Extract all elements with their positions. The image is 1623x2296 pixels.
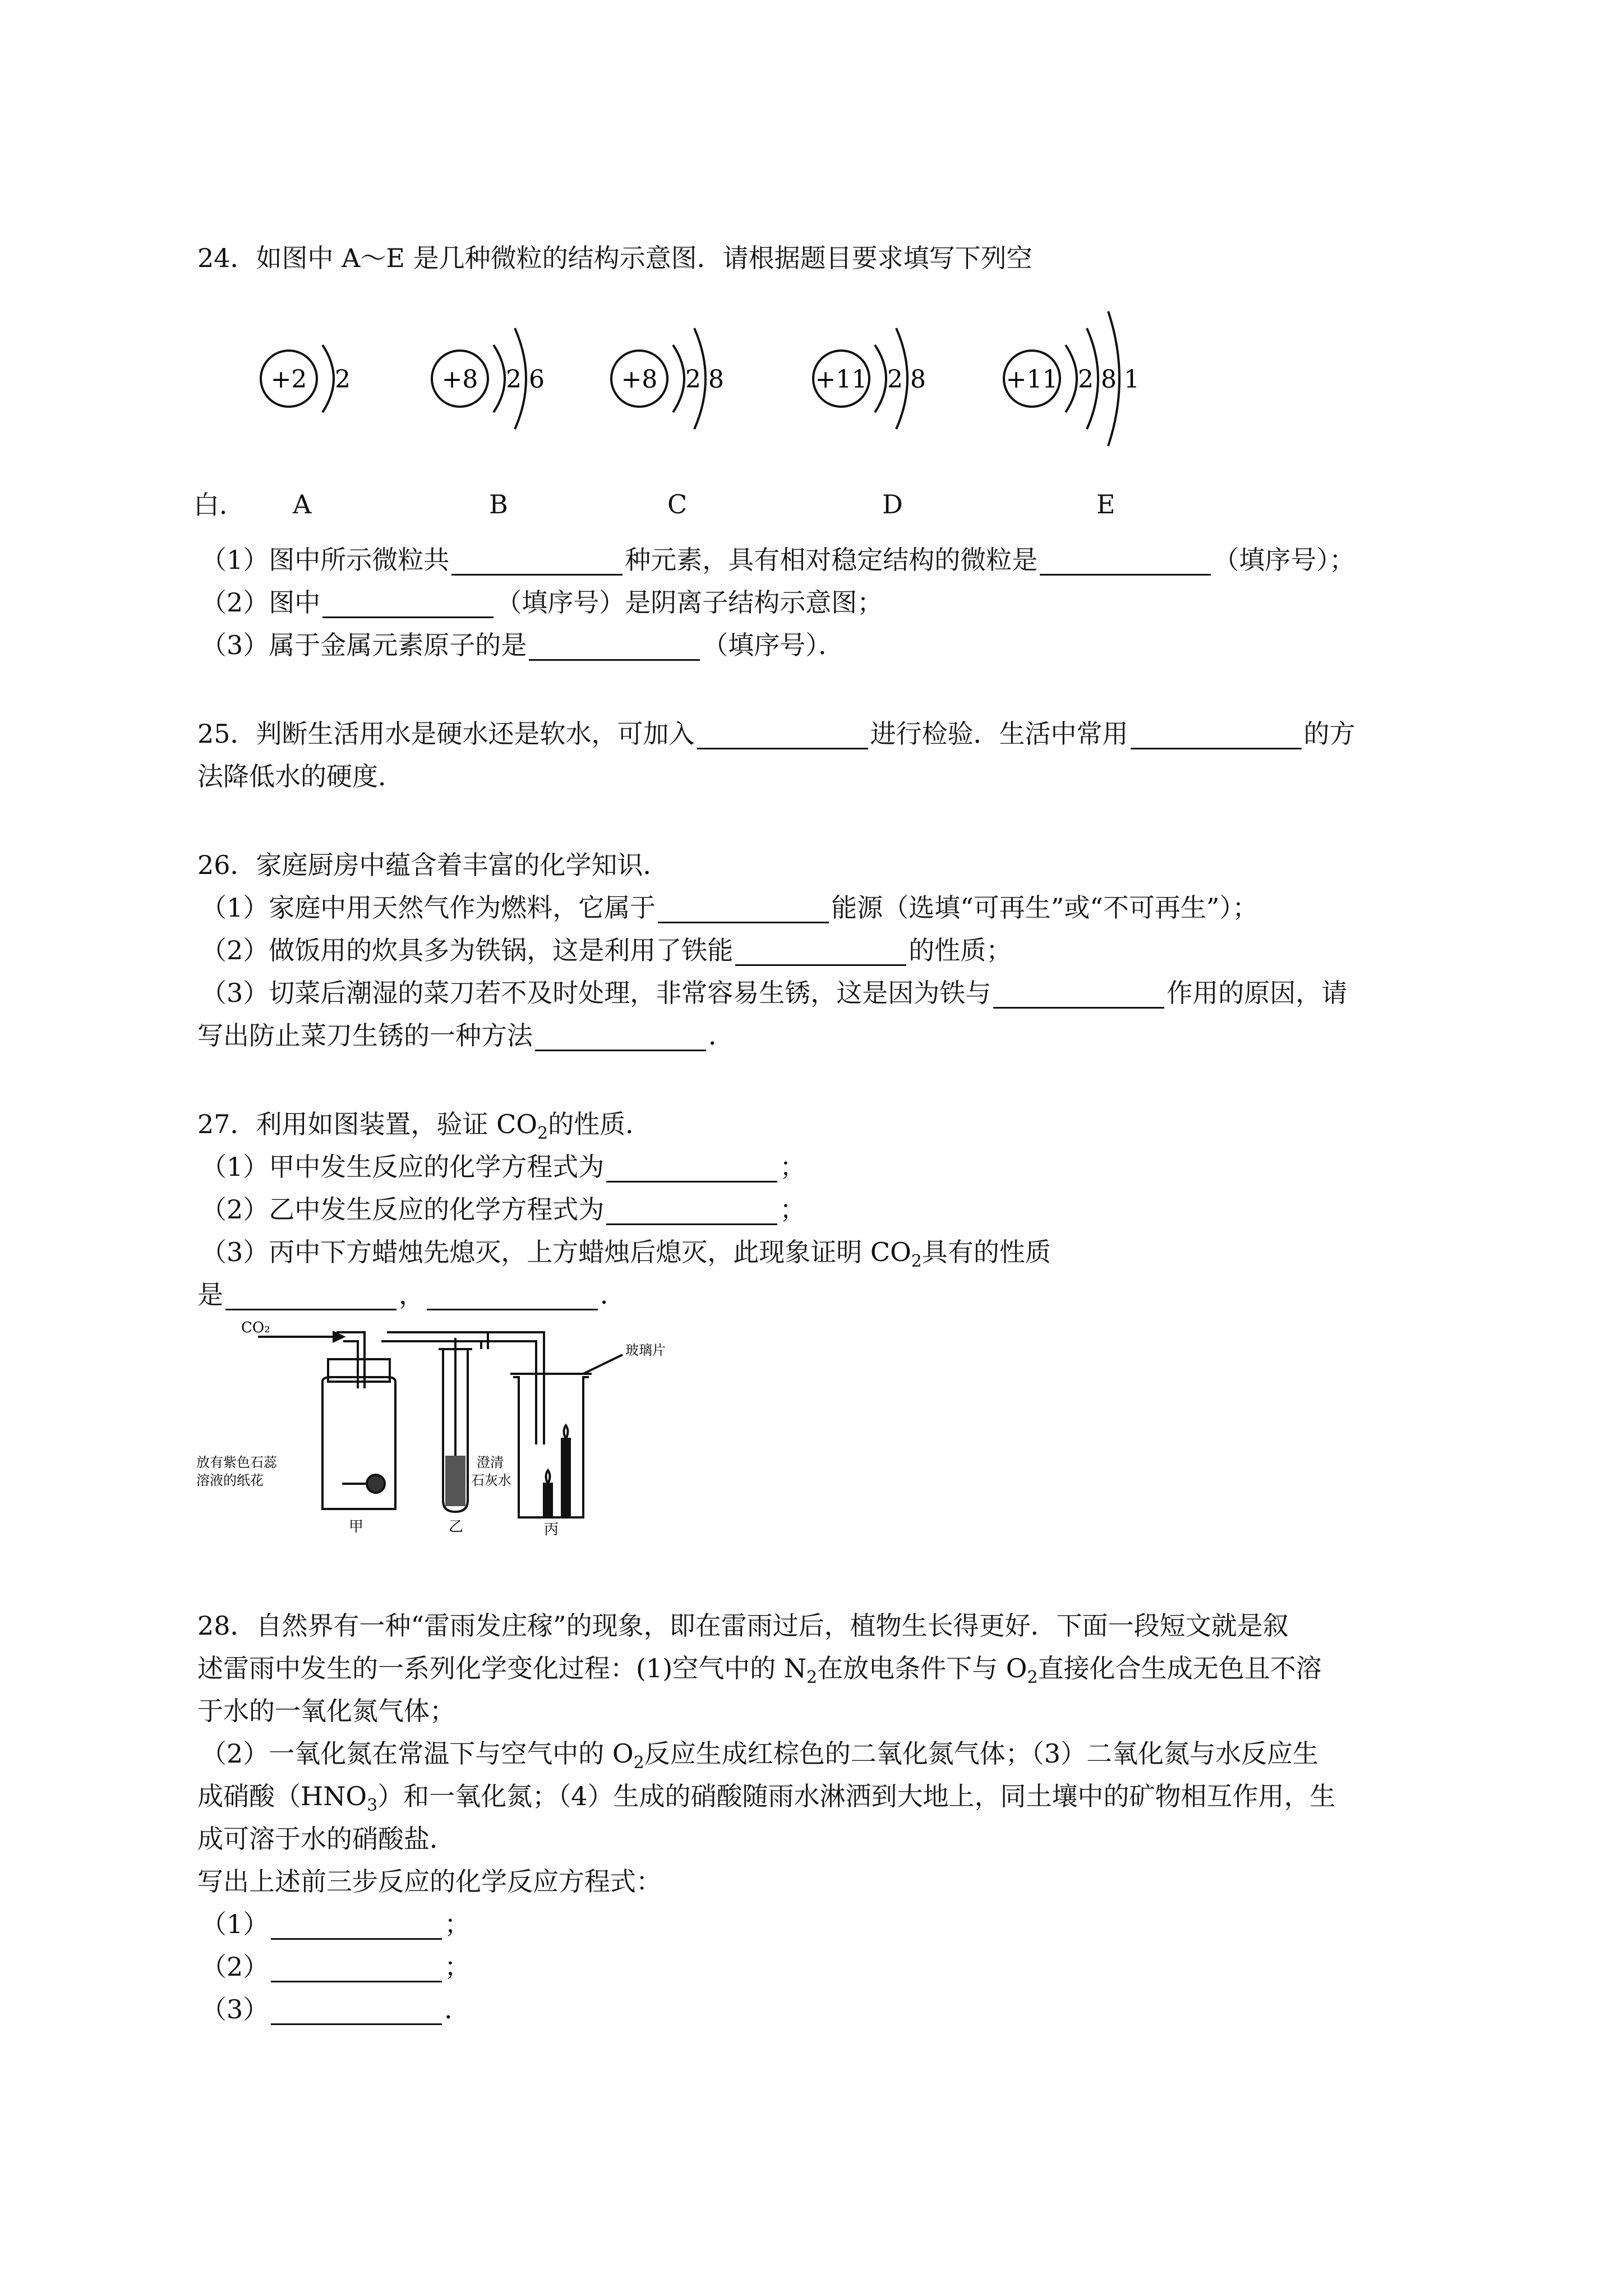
electron-shell-arc bbox=[1066, 345, 1077, 412]
answer-blank[interactable] bbox=[271, 1913, 442, 1940]
q27-s2: （2）乙中发生反应的化学方程式为 ； bbox=[201, 1194, 806, 1225]
q28-line3: 于水的一氧化氮气体； bbox=[197, 1696, 455, 1726]
electron-count: 8 bbox=[1101, 365, 1117, 394]
q28-line1: 28．自然界有一种“雷雨发庄稼”的现象，即在雷雨过后，植物生长得更好．下面一段短文就是叙 bbox=[197, 1611, 1289, 1641]
answer-blank[interactable] bbox=[658, 897, 829, 923]
atom-diagram-c bbox=[611, 328, 724, 429]
q27-s1: （1）甲中发生反应的化学方程式为 ； bbox=[201, 1152, 806, 1182]
q28-answer-2: （2） ； bbox=[201, 1952, 471, 1982]
atom-label-a: A bbox=[293, 489, 312, 519]
electron-shell-arc bbox=[875, 345, 886, 412]
q28-answer-1: （1） ； bbox=[201, 1909, 471, 1939]
fig-paper-label-2: 溶液的纸花 bbox=[196, 1473, 264, 1488]
answer-blank[interactable] bbox=[451, 549, 623, 576]
nucleus-charge: +2 bbox=[270, 365, 307, 394]
q28-line5: 成硝酸$(HNO_3)$和一氧化氮；（4）生成的硝酸随雨水淋洒到大地上，同土壤中的矿物相互作用，生 bbox=[197, 1781, 1336, 1816]
electron-shell-arc bbox=[673, 345, 684, 412]
electron-count: 2 bbox=[685, 365, 701, 394]
q24-title: 24．如图中 A～E 是几种微粒的结构示意图．请根据题目要求填写下列空 bbox=[197, 243, 1032, 273]
answer-blank[interactable] bbox=[1131, 723, 1302, 749]
q28-line6: 成可溶于水的硝酸盐． bbox=[197, 1824, 455, 1854]
q26-s1: （1）家庭中用天然气作为燃料，它属于 能源（选填“可再生”或“不可再生”）； bbox=[201, 892, 1258, 923]
q28-answer-3: （3） ． bbox=[201, 1994, 471, 2024]
nucleus-charge: +11 bbox=[1006, 365, 1058, 394]
atom-structure-diagrams bbox=[236, 280, 1189, 466]
q28-line4: （2）一氧化氮在常温下与空气中的 $O_2$反应生成红棕色的二氧化氮气体；（3）二氧化氮与水反应生 bbox=[201, 1738, 1318, 1773]
answer-blank[interactable] bbox=[993, 982, 1164, 1009]
answer-blank[interactable] bbox=[606, 1156, 777, 1182]
fig-co2-label: CO₂ bbox=[241, 1319, 270, 1336]
q25-line2: 法降低水的硬度． bbox=[197, 761, 404, 792]
electron-count: 8 bbox=[910, 365, 926, 394]
q26-s3: （3）切菜后潮湿的菜刀若不及时处理，非常容易生锈，这是因为铁与 作用的原因，请 bbox=[201, 978, 1348, 1008]
answer-blank[interactable] bbox=[427, 1284, 598, 1310]
q24-s3: （3）属于金属元素原子的是 （填序号）． bbox=[201, 630, 845, 660]
electron-count: 2 bbox=[1078, 365, 1094, 394]
atom-diagram-a bbox=[261, 345, 351, 412]
nucleus-charge: +11 bbox=[815, 365, 868, 394]
electron-count: 2 bbox=[335, 365, 351, 394]
atom-diagram-e bbox=[1004, 311, 1140, 446]
q26-s2: （2）做饭用的炊具多为铁锅，这是利用了铁能 的性质； bbox=[201, 935, 1012, 965]
fig-bing-label: 丙 bbox=[544, 1521, 559, 1538]
q25-line1: 25．判断生活用水是硬水还是软水，可加入 进行检验．生活中常用 的方 bbox=[197, 719, 1355, 749]
atom-label-d: D bbox=[882, 489, 903, 519]
electron-count: 1 bbox=[1124, 365, 1140, 394]
electron-count: 8 bbox=[708, 365, 724, 394]
electron-count: 2 bbox=[506, 365, 522, 394]
nucleus-charge: +8 bbox=[441, 365, 478, 394]
atom-diagram-b bbox=[432, 328, 545, 429]
q24-s2: （2）图中 （填序号）是阴离子结构示意图； bbox=[201, 587, 883, 618]
atom-label-c: C bbox=[667, 489, 688, 519]
electron-shell-arc bbox=[494, 345, 505, 412]
q28-line7: 写出上述前三步反应的化学反应方程式： bbox=[197, 1866, 662, 1897]
answer-blank[interactable] bbox=[225, 1284, 396, 1310]
fig-limewater-label: 澄清 bbox=[477, 1455, 504, 1470]
atom-diagram-d bbox=[813, 328, 926, 429]
nucleus-charge: +8 bbox=[621, 365, 658, 394]
answer-blank[interactable] bbox=[697, 723, 868, 749]
electron-count: 2 bbox=[887, 365, 903, 394]
co2-apparatus-figure bbox=[196, 1315, 667, 1540]
answer-blank[interactable] bbox=[271, 1999, 442, 2025]
fig-paper-label: 放有紫色石蕊 bbox=[196, 1455, 277, 1470]
q27-s3: （3）丙中下方蜡烛先熄灭，上方蜡烛后熄灭，此现象证明 $CO_2$具有的性质 bbox=[201, 1237, 1051, 1272]
electron-shell-arc bbox=[322, 345, 334, 412]
q27-title: 27．利用如图装置，验证 $CO_2$的性质． bbox=[197, 1109, 652, 1144]
atom-label-b: B bbox=[489, 489, 508, 519]
answer-blank[interactable] bbox=[271, 1956, 442, 1982]
answer-blank[interactable] bbox=[606, 1199, 777, 1225]
q27-s3-cont: 是 ， ． bbox=[197, 1280, 626, 1310]
q26-title: 26．家庭厨房中蕴含着丰富的化学知识． bbox=[197, 850, 669, 880]
atom-label-e: E bbox=[1096, 489, 1115, 519]
q28-line2: 述雷雨中发生的一系列化学变化过程：(1)空气中的 $N_2$在放电条件下与 $O_2$直接化合生成无色且不溶 bbox=[197, 1653, 1322, 1688]
electron-count: 6 bbox=[529, 365, 545, 394]
fig-glass-label: 玻璃片 bbox=[625, 1342, 666, 1358]
answer-blank[interactable] bbox=[322, 592, 494, 618]
fig-yi-label: 乙 bbox=[449, 1519, 464, 1535]
q26-s3-cont: 写出防止菜刀生锈的一种方法 ． bbox=[197, 1020, 734, 1051]
answer-blank[interactable] bbox=[529, 634, 700, 661]
answer-blank[interactable] bbox=[1040, 549, 1211, 576]
q24-s1: （1）图中所示微粒共 种元素，具有相对稳定结构的微粒是 （填序号）； bbox=[201, 545, 1355, 575]
fig-jia-label: 甲 bbox=[349, 1519, 364, 1535]
q24-prefix: 白． bbox=[193, 490, 245, 520]
answer-blank[interactable] bbox=[535, 1025, 706, 1051]
answer-blank[interactable] bbox=[735, 940, 906, 966]
fig-limewater-label-2: 石灰水 bbox=[471, 1473, 511, 1488]
